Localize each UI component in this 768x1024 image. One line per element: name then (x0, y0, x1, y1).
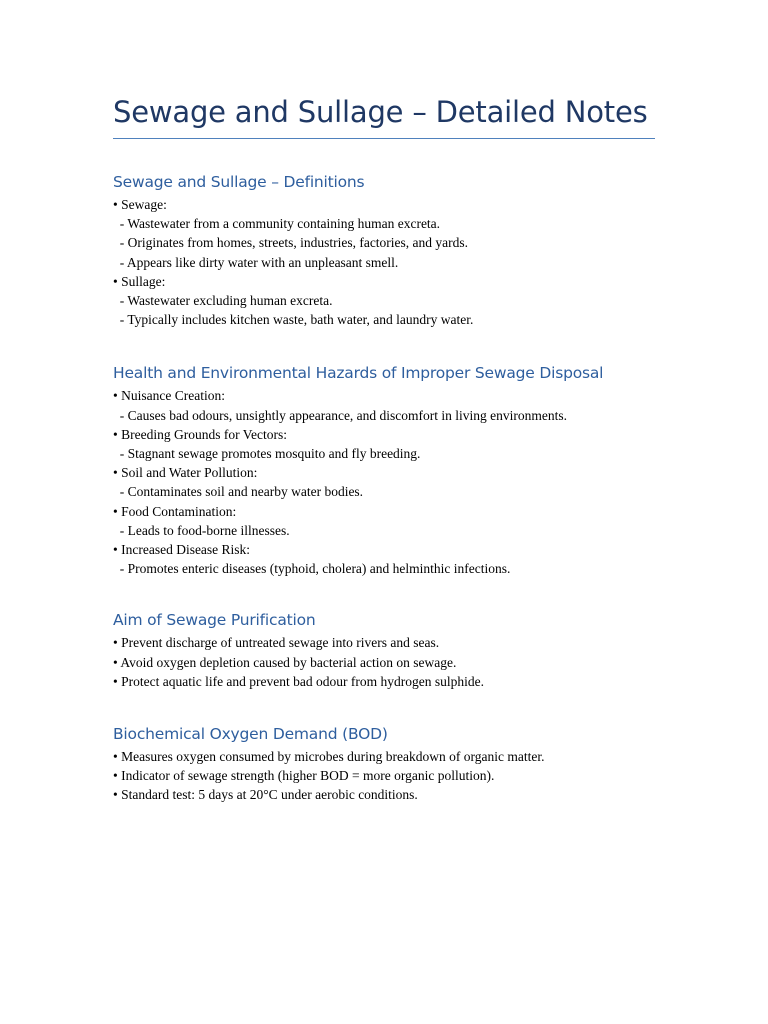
document-title: Sewage and Sullage – Detailed Notes (113, 92, 655, 139)
section-heading: Health and Environmental Hazards of Improper Sewage Disposal (113, 364, 604, 383)
list-item: • Indicator of sewage strength (higher BOD = more organic pollution). (113, 768, 495, 784)
section-heading: Biochemical Oxygen Demand (BOD) (113, 725, 388, 744)
list-item: • Increased Disease Risk: (113, 542, 251, 558)
list-item: - Wastewater from a community containing human excreta. (113, 216, 441, 232)
list-item: - Promotes enteric diseases (typhoid, cholera) and helminthic infections. (113, 561, 511, 577)
list-item: - Causes bad odours, unsightly appearance, and discomfort in living environments. (113, 407, 568, 423)
section-heading: Aim of Sewage Purification (113, 611, 316, 630)
document-page (113, 92, 655, 805)
list-item: - Leads to food-borne illnesses. (113, 522, 290, 538)
section-heading: Sewage and Sullage – Definitions (113, 173, 365, 191)
list-item: - Originates from homes, streets, industries, factories, and yards. (113, 235, 469, 251)
list-item: • Measures oxygen consumed by microbes during breakdown of organic matter. (113, 749, 545, 765)
list-item: • Standard test: 5 days at 20°C under aerobic conditions. (113, 787, 418, 803)
section-hazards (113, 362, 655, 578)
list-item: • Sullage: (113, 273, 166, 289)
section-definitions (113, 171, 655, 329)
list-item: - Stagnant sewage promotes mosquito and fly breeding. (113, 446, 421, 462)
list-item: - Wastewater excluding human excreta. (113, 293, 333, 309)
list-item: - Contaminates soil and nearby water bodies. (113, 484, 364, 500)
list-item: - Appears like dirty water with an unpleasant smell. (113, 254, 399, 270)
list-item: - Typically includes kitchen waste, bath water, and laundry water. (113, 312, 474, 328)
list-item: • Soil and Water Pollution: (113, 465, 258, 481)
list-item: • Prevent discharge of untreated sewage into rivers and seas. (113, 635, 440, 651)
list-item: • Sewage: (113, 197, 167, 212)
section-bod (113, 723, 655, 805)
list-item: • Protect aquatic life and prevent bad odour from hydrogen sulphide. (113, 673, 484, 689)
list-item: • Food Contamination: (113, 503, 237, 519)
list-item: • Nuisance Creation: (113, 388, 225, 404)
list-item: • Breeding Grounds for Vectors: (113, 426, 287, 442)
section-aim (113, 609, 655, 691)
list-item: • Avoid oxygen depletion caused by bacterial action on sewage. (113, 654, 457, 670)
